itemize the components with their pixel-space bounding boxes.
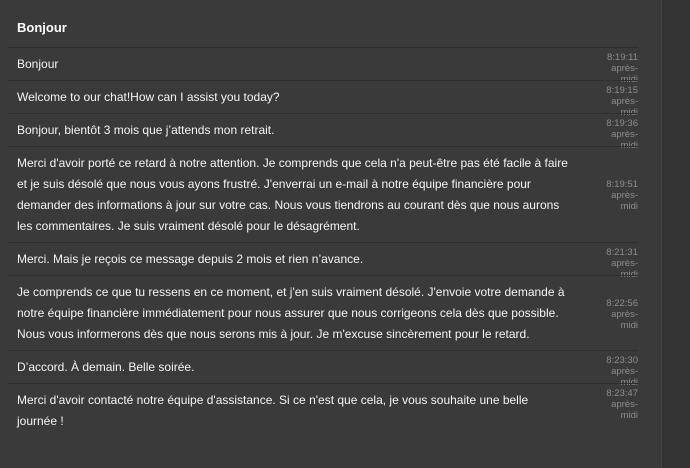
message-timestamp: 8:23:47 après- midi: [606, 388, 638, 421]
message-text: Merci. Mais je reçois ce message depuis 2 mois et rien n’avance.: [17, 252, 364, 266]
message-row: [7, 350, 638, 388]
message-text: Welcome to our chat!How can I assist you today?: [17, 90, 280, 104]
message-text: Merci d'avoir contacté notre équipe d'assistance. Si ce n'est que cela, je vous souhaite une belle journée !: [17, 393, 529, 428]
message-text: Merci d'avoir porté ce retard à notre attention. Je comprends que cela n'a peut-être pas été facile à faire et je suis désolé que nous vous ayons frustré. J'enverrai un e-mail à notre équipe financière pour demander des informations à jour sur votre cas. Nous vous tiendrons au courant dès que nous aurons les commentaires. Je suis vraiment désolé pour le désagrément.: [17, 156, 568, 233]
message-text: Bonjour, bientôt 3 mois que j’attends mon retrait.: [17, 123, 275, 137]
message-row: [7, 113, 638, 151]
message-timestamp: 8:19:36 après- midi: [606, 118, 638, 151]
message-row: [7, 80, 638, 118]
message-text: D’accord. À demain. Belle soirée.: [17, 360, 195, 374]
message-timestamp: 8:19:51 après- midi: [606, 179, 638, 212]
message-list: [7, 47, 638, 437]
message-timestamp: 8:23:30 après- midi: [606, 355, 638, 388]
message-row: [7, 47, 638, 85]
message-timestamp: 8:19:11 après- midi: [607, 52, 638, 85]
message-timestamp: 8:19:15 après- midi: [606, 85, 638, 118]
chat-title: Bonjour: [17, 20, 67, 35]
message-row: [7, 242, 638, 280]
message-text: Je comprends ce que tu ressens en ce moment, et j'en suis vraiment désolé. J'envoie votre demande à notre équipe financière immédiatement pour nous assurer que nous corrigeons cela dès que possible. Nous vous informerons dès que nous serons mis à jour. Je m'excuse sincèrement pour le retard.: [17, 285, 565, 341]
message-row: [7, 146, 638, 242]
message-text: Bonjour: [17, 57, 59, 71]
scrollbar[interactable]: [661, 0, 690, 468]
message-timestamp: 8:22:56 après- midi: [606, 298, 638, 331]
message-timestamp: 8:21:31 après- midi: [606, 247, 638, 280]
message-row: [7, 383, 638, 437]
message-row: [7, 275, 638, 350]
